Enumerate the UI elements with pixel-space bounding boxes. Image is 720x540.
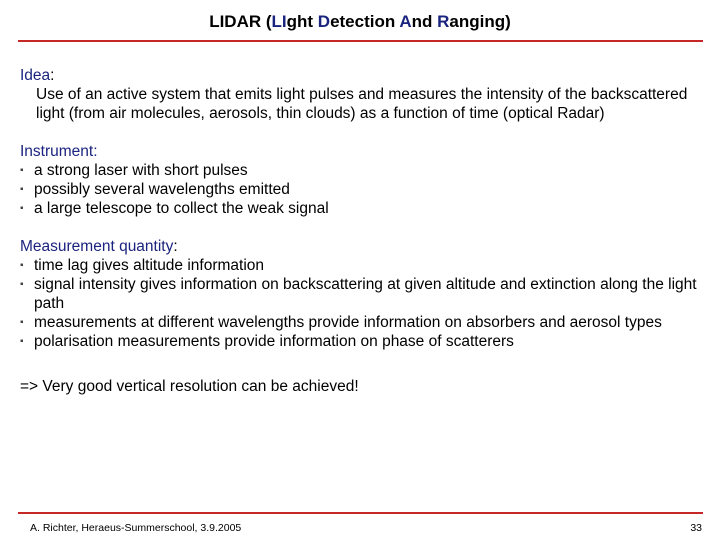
- title-highlight: LI: [271, 12, 287, 31]
- footer-divider: [18, 512, 703, 514]
- title-highlight: D: [317, 12, 331, 31]
- footer-author: A. Richter, Heraeus-Summerschool, 3.9.2005: [30, 522, 242, 534]
- idea-heading: Idea:: [20, 67, 55, 84]
- measurement-heading: Measurement quantity:: [20, 238, 178, 255]
- bullet-icon: ▪: [20, 260, 24, 271]
- list-item: ▪ signal intensity gives information on backscattering at given altitude and extinction along the light path: [20, 276, 697, 312]
- instrument-heading: Instrument:: [20, 143, 98, 160]
- list-item: ▪ polarisation measurements provide information on phase of scatterers: [20, 333, 514, 350]
- list-item: ▪ time lag gives altitude information: [20, 257, 265, 274]
- instrument-section: [20, 142, 700, 218]
- idea-text: Use of an active system that emits light pulses and measures the intensity of the backscattered light (from air molecules, aerosols, thin clouds) as a function of time (optical Radar): [36, 86, 688, 122]
- list-item: ▪ a strong laser with short pulses: [20, 162, 248, 179]
- bullet-icon: ▪: [20, 317, 24, 328]
- list-item: ▪ possibly several wavelengths emitted: [20, 181, 290, 198]
- idea-section: [20, 66, 700, 123]
- title-highlight: A: [399, 12, 412, 31]
- bullet-icon: ▪: [20, 279, 24, 290]
- instrument-list: [20, 161, 700, 218]
- bullet-icon: ▪: [20, 203, 24, 214]
- title-text: LIDAR (: [209, 12, 272, 31]
- slide-body: [20, 66, 700, 396]
- title-text: etection: [330, 12, 400, 31]
- title-highlight: R: [437, 12, 450, 31]
- bullet-icon: ▪: [20, 184, 24, 195]
- title-divider: [18, 40, 703, 42]
- list-item: ▪ measurements at different wavelengths provide information on absorbers and aerosol types: [20, 314, 662, 331]
- slide-title: [0, 10, 720, 34]
- bullet-icon: ▪: [20, 165, 24, 176]
- title-text: anging): [449, 12, 511, 31]
- list-item: ▪ a large telescope to collect the weak signal: [20, 200, 329, 217]
- title-text: nd: [411, 12, 438, 31]
- title-text: ght: [286, 12, 318, 31]
- bullet-icon: ▪: [20, 336, 24, 347]
- measurement-section: [20, 237, 700, 351]
- conclusion-text: => Very good vertical resolution can be achieved!: [20, 378, 359, 395]
- measurement-list: [20, 256, 700, 351]
- page-number: 33: [690, 522, 702, 534]
